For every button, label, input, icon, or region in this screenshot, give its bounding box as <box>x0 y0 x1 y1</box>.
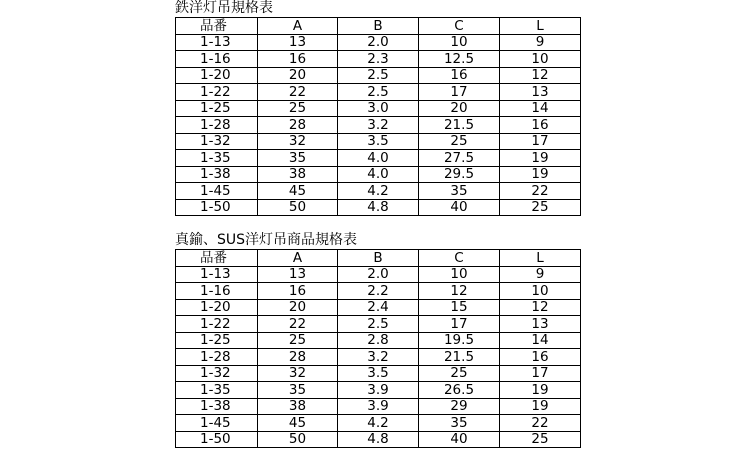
b-cell: 4.0 <box>338 166 419 183</box>
col-header-c: C <box>419 250 500 267</box>
table-row <box>176 415 581 432</box>
table-row <box>176 283 581 300</box>
part-number-cell: 1-22 <box>176 84 258 101</box>
b-cell: 3.2 <box>338 349 419 366</box>
part-number-cell: 1-38 <box>176 398 258 415</box>
table-row <box>176 398 581 415</box>
col-header-a: A <box>258 18 338 35</box>
table-row <box>176 365 581 382</box>
b-cell: 3.9 <box>338 382 419 399</box>
a-cell: 28 <box>258 349 338 366</box>
table-row <box>176 382 581 399</box>
col-header-l: L <box>500 250 581 267</box>
l-cell: 12 <box>500 299 581 316</box>
table-row <box>176 150 581 167</box>
part-number-cell: 1-13 <box>176 266 258 283</box>
a-cell: 45 <box>258 183 338 200</box>
a-cell: 38 <box>258 398 338 415</box>
part-number-cell: 1-22 <box>176 316 258 333</box>
c-cell: 21.5 <box>419 117 500 134</box>
part-number-cell: 1-45 <box>176 183 258 200</box>
brass-sus-lamp-hook-spec-section <box>175 232 580 448</box>
l-cell: 17 <box>500 365 581 382</box>
c-cell: 35 <box>419 415 500 432</box>
l-cell: 10 <box>500 283 581 300</box>
b-cell: 3.9 <box>338 398 419 415</box>
part-number-cell: 1-32 <box>176 133 258 150</box>
l-cell: 9 <box>500 266 581 283</box>
col-header-c: C <box>419 18 500 35</box>
part-number-cell: 1-35 <box>176 150 258 167</box>
c-cell: 25 <box>419 365 500 382</box>
part-number-cell: 1-50 <box>176 199 258 216</box>
c-cell: 17 <box>419 316 500 333</box>
part-number-cell: 1-28 <box>176 117 258 134</box>
table-header-row <box>176 250 581 267</box>
a-cell: 28 <box>258 117 338 134</box>
l-cell: 9 <box>500 34 581 51</box>
part-number-cell: 1-32 <box>176 365 258 382</box>
l-cell: 22 <box>500 415 581 432</box>
a-cell: 35 <box>258 150 338 167</box>
a-cell: 35 <box>258 382 338 399</box>
a-cell: 50 <box>258 199 338 216</box>
b-cell: 4.8 <box>338 199 419 216</box>
b-cell: 2.4 <box>338 299 419 316</box>
c-cell: 29.5 <box>419 166 500 183</box>
c-cell: 10 <box>419 266 500 283</box>
b-cell: 2.5 <box>338 84 419 101</box>
a-cell: 32 <box>258 133 338 150</box>
part-number-cell: 1-45 <box>176 415 258 432</box>
l-cell: 19 <box>500 398 581 415</box>
part-number-cell: 1-16 <box>176 51 258 68</box>
l-cell: 14 <box>500 100 581 117</box>
l-cell: 19 <box>500 382 581 399</box>
table-row <box>176 67 581 84</box>
col-header-a: A <box>258 250 338 267</box>
c-cell: 12.5 <box>419 51 500 68</box>
table-row <box>176 183 581 200</box>
a-cell: 50 <box>258 431 338 448</box>
b-cell: 3.0 <box>338 100 419 117</box>
brass-sus-spec-table-title: 真鍮、SUS洋灯吊商品規格表 <box>175 232 358 248</box>
c-cell: 15 <box>419 299 500 316</box>
part-number-cell: 1-25 <box>176 332 258 349</box>
table-row <box>176 166 581 183</box>
l-cell: 25 <box>500 431 581 448</box>
l-cell: 17 <box>500 133 581 150</box>
a-cell: 45 <box>258 415 338 432</box>
iron-spec-table <box>175 17 581 216</box>
c-cell: 16 <box>419 67 500 84</box>
a-cell: 13 <box>258 266 338 283</box>
part-number-cell: 1-50 <box>176 431 258 448</box>
part-number-cell: 1-20 <box>176 67 258 84</box>
c-cell: 21.5 <box>419 349 500 366</box>
table-row <box>176 199 581 216</box>
c-cell: 20 <box>419 100 500 117</box>
c-cell: 40 <box>419 199 500 216</box>
l-cell: 25 <box>500 199 581 216</box>
table-row <box>176 100 581 117</box>
table-row <box>176 117 581 134</box>
b-cell: 3.5 <box>338 365 419 382</box>
table-row <box>176 332 581 349</box>
table-row <box>176 84 581 101</box>
b-cell: 2.8 <box>338 332 419 349</box>
c-cell: 29 <box>419 398 500 415</box>
b-cell: 2.5 <box>338 67 419 84</box>
b-cell: 2.2 <box>338 283 419 300</box>
col-header-part-number: 品番 <box>176 18 258 35</box>
a-cell: 22 <box>258 84 338 101</box>
b-cell: 2.5 <box>338 316 419 333</box>
c-cell: 35 <box>419 183 500 200</box>
l-cell: 13 <box>500 316 581 333</box>
l-cell: 13 <box>500 84 581 101</box>
b-cell: 3.2 <box>338 117 419 134</box>
c-cell: 19.5 <box>419 332 500 349</box>
part-number-cell: 1-13 <box>176 34 258 51</box>
a-cell: 22 <box>258 316 338 333</box>
col-header-part-number: 品番 <box>176 250 258 267</box>
b-cell: 4.2 <box>338 415 419 432</box>
table-row <box>176 299 581 316</box>
l-cell: 22 <box>500 183 581 200</box>
table-row <box>176 34 581 51</box>
b-cell: 4.2 <box>338 183 419 200</box>
table-row <box>176 349 581 366</box>
iron-spec-table-title: 鉄洋灯吊規格表 <box>175 0 273 16</box>
b-cell: 2.0 <box>338 34 419 51</box>
c-cell: 26.5 <box>419 382 500 399</box>
b-cell: 4.8 <box>338 431 419 448</box>
l-cell: 12 <box>500 67 581 84</box>
col-header-b: B <box>338 250 419 267</box>
c-cell: 17 <box>419 84 500 101</box>
table-row <box>176 431 581 448</box>
iron-lamp-hook-spec-section <box>175 0 580 216</box>
part-number-cell: 1-35 <box>176 382 258 399</box>
part-number-cell: 1-16 <box>176 283 258 300</box>
l-cell: 14 <box>500 332 581 349</box>
l-cell: 16 <box>500 349 581 366</box>
part-number-cell: 1-25 <box>176 100 258 117</box>
table-row <box>176 51 581 68</box>
c-cell: 25 <box>419 133 500 150</box>
part-number-cell: 1-38 <box>176 166 258 183</box>
c-cell: 12 <box>419 283 500 300</box>
l-cell: 19 <box>500 150 581 167</box>
table-header-row <box>176 18 581 35</box>
table-row <box>176 316 581 333</box>
a-cell: 38 <box>258 166 338 183</box>
a-cell: 32 <box>258 365 338 382</box>
a-cell: 16 <box>258 51 338 68</box>
l-cell: 19 <box>500 166 581 183</box>
a-cell: 25 <box>258 332 338 349</box>
a-cell: 20 <box>258 67 338 84</box>
table-row <box>176 266 581 283</box>
col-header-l: L <box>500 18 581 35</box>
b-cell: 2.3 <box>338 51 419 68</box>
a-cell: 20 <box>258 299 338 316</box>
c-cell: 40 <box>419 431 500 448</box>
table-row <box>176 133 581 150</box>
c-cell: 27.5 <box>419 150 500 167</box>
c-cell: 10 <box>419 34 500 51</box>
l-cell: 10 <box>500 51 581 68</box>
brass-sus-spec-table <box>175 249 581 448</box>
a-cell: 25 <box>258 100 338 117</box>
col-header-b: B <box>338 18 419 35</box>
a-cell: 13 <box>258 34 338 51</box>
b-cell: 2.0 <box>338 266 419 283</box>
b-cell: 4.0 <box>338 150 419 167</box>
part-number-cell: 1-20 <box>176 299 258 316</box>
l-cell: 16 <box>500 117 581 134</box>
part-number-cell: 1-28 <box>176 349 258 366</box>
b-cell: 3.5 <box>338 133 419 150</box>
a-cell: 16 <box>258 283 338 300</box>
